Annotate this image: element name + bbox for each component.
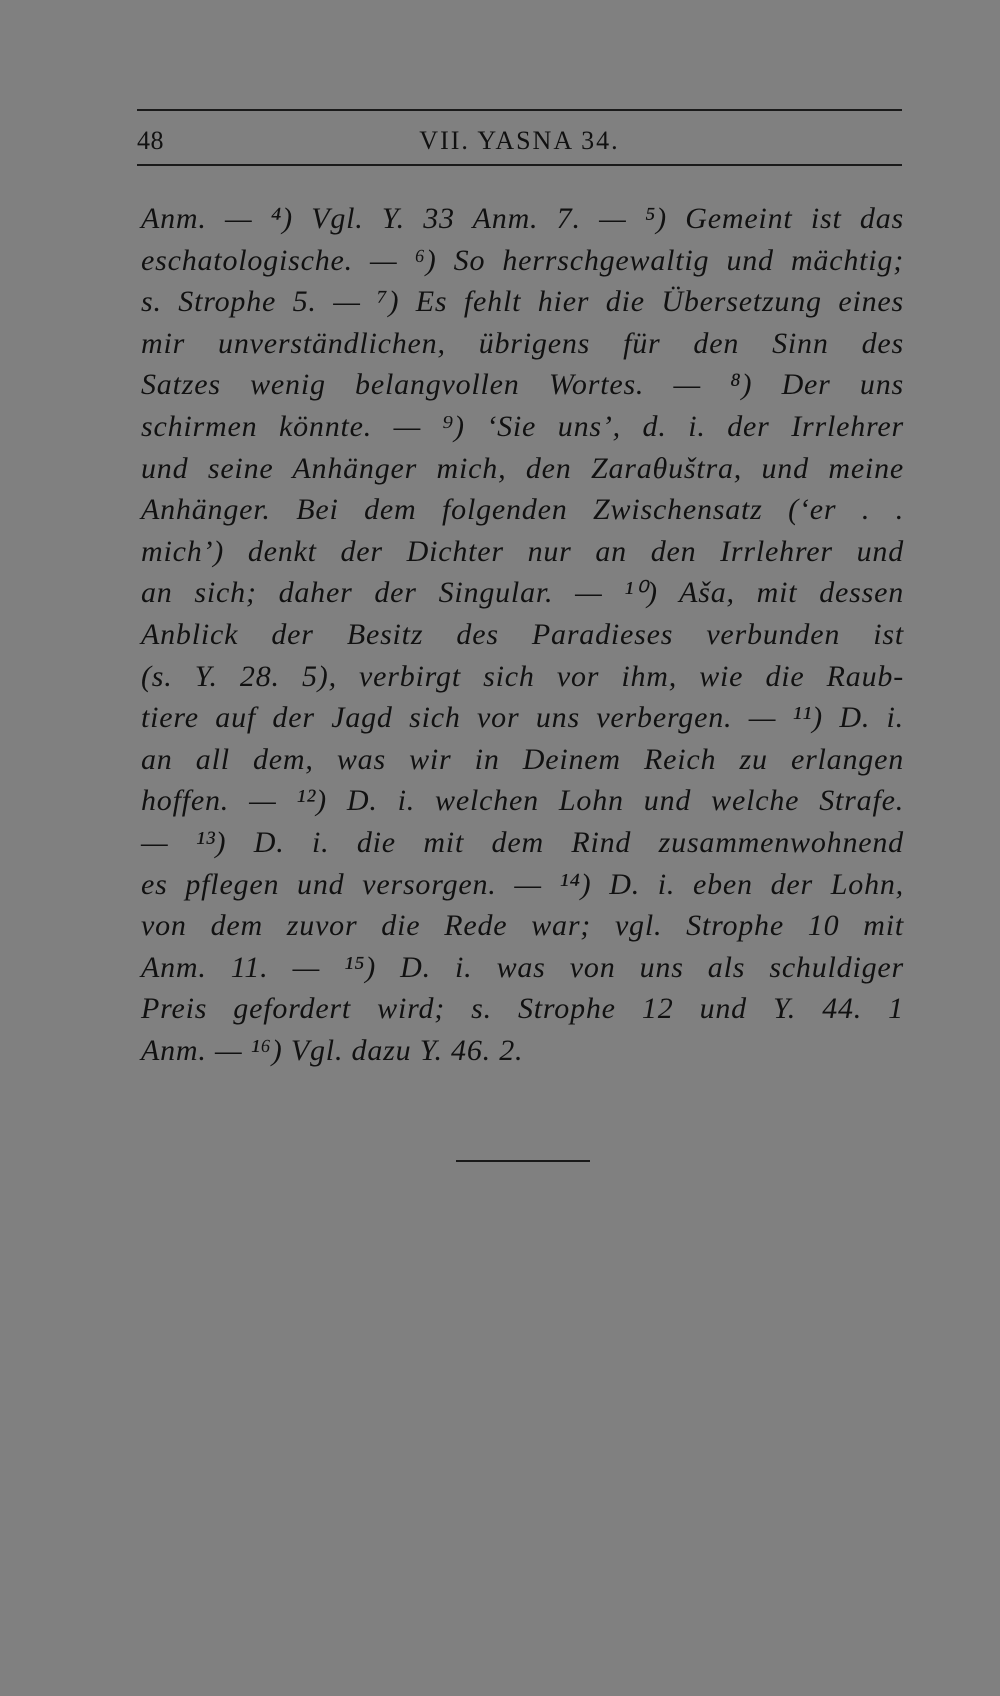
note-line: s. Strophe 5. — ⁷) Es fehlt hier die Übersetzung eines	[141, 285, 904, 319]
footnotes-block	[141, 198, 904, 1071]
note-line: — ¹³) D. i. die mit dem Rind zusammenwohnend	[141, 825, 904, 859]
note-line: Anm. — ¹⁶) Vgl. dazu Y. 46. 2.	[141, 1033, 524, 1067]
note-line: an sich; daher der Singular. — ¹⁰) Aša, mit dessen	[141, 576, 904, 610]
note-line: eschatologische. — ⁶) So herrschgewaltig und mächtig;	[141, 243, 904, 277]
note-line: mich’) denkt der Dichter nur an den Irrlehrer und	[141, 534, 904, 568]
note-line: Anblick der Besitz des Paradieses verbunden ist	[141, 617, 904, 651]
note-line: und seine Anhänger mich, den Zaraθuštra, und meine	[141, 451, 904, 485]
page-header	[137, 118, 902, 158]
note-line: Anhänger. Bei dem folgenden Zwischensatz (‘er . .	[141, 493, 904, 527]
section-end-rule	[456, 1160, 590, 1162]
note-line: hoffen. — ¹²) D. i. welchen Lohn und welche Strafe.	[141, 784, 904, 818]
note-line: schirmen könnte. — ⁹) ‘Sie uns’, d. i. der Irrlehrer	[141, 409, 904, 443]
note-line: Anm. — ⁴) Vgl. Y. 33 Anm. 7. — ⁵) Gemeint ist das	[141, 202, 904, 235]
note-line: (s. Y. 28. 5), verbirgt sich vor ihm, wie die Raub-	[141, 659, 904, 693]
running-head: VII. YASNA 34.	[419, 126, 620, 155]
header-top-rule	[137, 109, 902, 111]
note-line: mir unverständlichen, übrigens für den Sinn des	[141, 326, 904, 360]
note-line: Anm. 11. — ¹⁵) D. i. was von uns als schuldiger	[141, 950, 904, 984]
note-line: tiere auf der Jagd sich vor uns verbergen. — ¹¹) D. i.	[141, 701, 904, 735]
note-line: von dem zuvor die Rede war; vgl. Strophe 10 mit	[141, 909, 904, 943]
page-number: 48	[137, 126, 164, 155]
note-line: an all dem, was wir in Deinem Reich zu erlangen	[141, 742, 904, 776]
note-line: Satzes wenig belangvollen Wortes. — ⁸) Der uns	[141, 368, 904, 402]
note-line: es pflegen und versorgen. — ¹⁴) D. i. eben der Lohn,	[141, 867, 904, 901]
header-bottom-rule	[137, 164, 902, 166]
note-line: Preis gefordert wird; s. Strophe 12 und Y. 44. 1	[141, 992, 904, 1026]
